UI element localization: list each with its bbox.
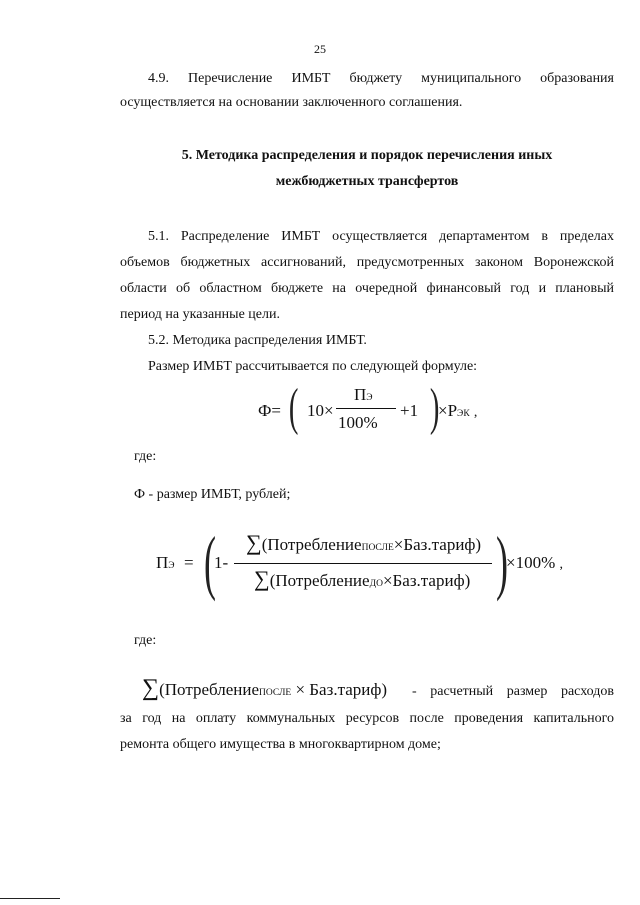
definition-sum-term: ∑(ПотреблениеПОСЛЕ × Баз.тариф) xyxy=(142,675,388,701)
paragraph-4-9-line-1: 4.9. Перечисление ИМБТ бюджету муниципального образования xyxy=(148,71,614,86)
formula-2-equals: = xyxy=(184,553,194,572)
page-number: 25 xyxy=(314,42,326,56)
paragraph-5-1-line-3: области об областном бюджете на очередной финансовый год и плановый xyxy=(120,281,614,296)
formula-2-right-paren: ) xyxy=(495,522,508,602)
formula-1-fraction-bar xyxy=(336,408,396,409)
paragraph-5-1-line-4: период на указанные цели. xyxy=(120,307,280,322)
definition-sum-line-2: за год на оплату коммунальных ресурсов после проведения капитального xyxy=(120,711,614,726)
formula-1-right-paren: ) xyxy=(429,379,440,436)
paragraph-5-2-line-1: 5.2. Методика распределения ИМБТ. xyxy=(148,333,367,348)
formula-2-left-paren: ( xyxy=(203,522,216,602)
footnote-separator xyxy=(0,898,60,899)
where-label-2: где: xyxy=(134,633,157,648)
formula-1-left-paren: ( xyxy=(288,379,299,436)
where-label-1: где: xyxy=(134,449,157,464)
definition-phi: Ф - размер ИМБТ, рублей; xyxy=(134,487,291,502)
paragraph-5-1-line-1: 5.1. Распределение ИМБТ осуществляется департаментом в пределах xyxy=(148,229,614,244)
formula-2 xyxy=(156,522,606,602)
paragraph-5-1-line-2: объемов бюджетных ассигнований, предусмотренных законом Воронежской xyxy=(120,255,614,270)
formula-2-lhs: ПЭ xyxy=(156,553,175,572)
formula-1-lhs: Ф= xyxy=(258,401,282,420)
formula-2-one-minus: 1- xyxy=(214,553,229,572)
formula-2-denominator: ∑(ПотреблениеДО×Баз.тариф) xyxy=(254,566,471,591)
formula-1-numerator: ПЭ xyxy=(354,385,373,404)
formula-1-plus-one: +1 xyxy=(400,401,419,420)
formula-2-times-100: ×100% , xyxy=(506,553,563,572)
formula-2-fraction-bar xyxy=(234,563,492,564)
formula-1-denominator: 100% xyxy=(338,413,378,432)
formula-1-times-p: ×РЭК , xyxy=(438,401,478,420)
paragraph-4-9-line-2: осуществляется на основании заключенного соглашения. xyxy=(120,95,463,110)
formula-1-ten-times: 10× xyxy=(307,401,334,420)
formula-2-numerator: ∑(ПотреблениеПОСЛЕ×Баз.тариф) xyxy=(246,530,482,555)
definition-sum-line-1: - расчетный размер расходов xyxy=(412,684,614,699)
definition-sum-line-3: ремонта общего имущества в многоквартирном доме; xyxy=(120,737,441,752)
paragraph-5-2-line-2: Размер ИМБТ рассчитывается по следующей формуле: xyxy=(148,359,478,374)
formula-1 xyxy=(258,379,478,438)
section-5-title-line-2: межбюджетных трансфертов xyxy=(275,174,459,189)
section-5-title-line-1: 5. Методика распределения и порядок перечисления иных xyxy=(181,148,553,163)
